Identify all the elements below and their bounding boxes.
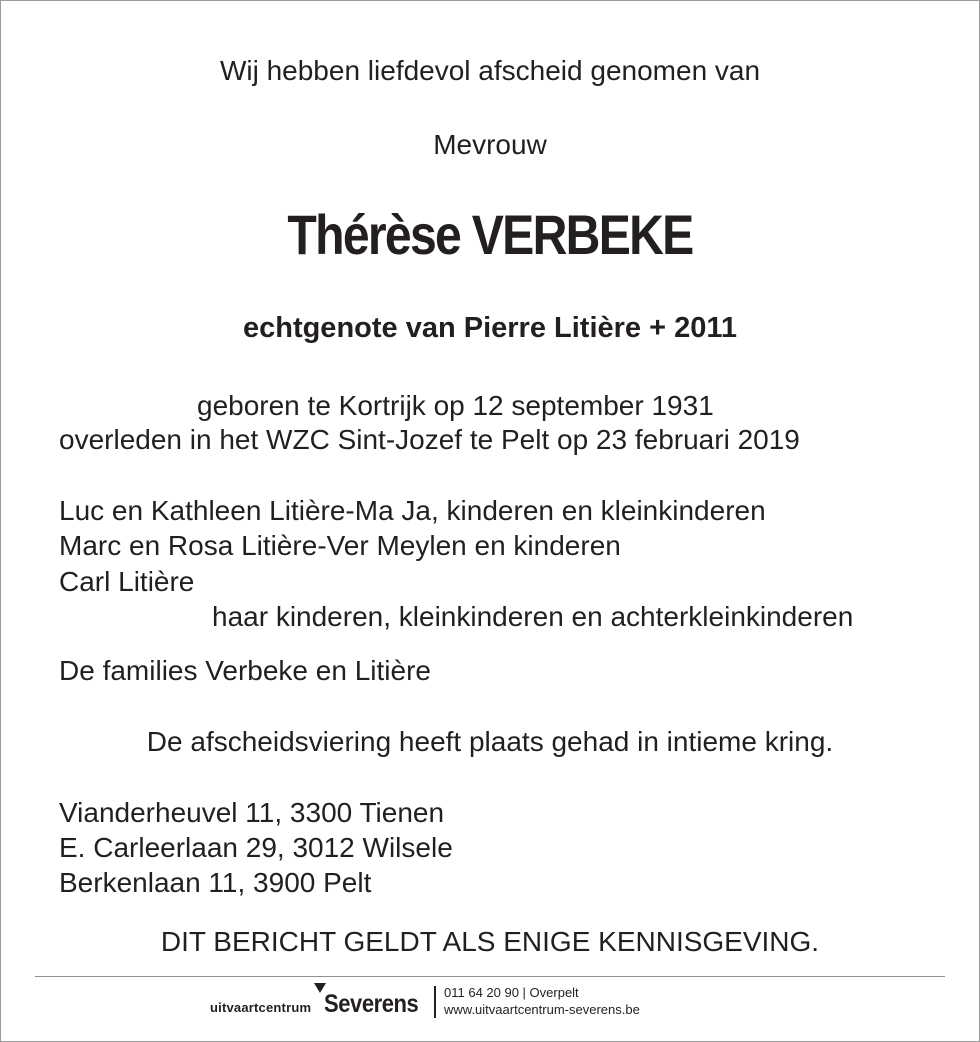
address-line: Vianderheuvel 11, 3300 Tienen (59, 797, 445, 828)
intro-text: Wij hebben liefdevol afscheid genomen van (219, 55, 761, 86)
salutation: Mevrouw (433, 129, 547, 160)
deceased-name: Thérèse VERBEKE (287, 203, 693, 266)
contact-phone: 011 64 20 90 | Overpelt (444, 985, 579, 1000)
family-summary: haar kinderen, kleinkinderen en achterkleinkinderen (212, 601, 854, 632)
logo-separator (434, 986, 436, 1018)
contact-website[interactable]: www.uitvaartcentrum-severens.be (444, 1002, 640, 1017)
ceremony-line: De afscheidsviering heeft plaats gehad in intieme kring. (146, 726, 834, 757)
address-line: E. Carleerlaan 29, 3012 Wilsele (59, 832, 453, 863)
logo-small-text: uitvaartcentrum (210, 1000, 312, 1015)
birth-line: geboren te Kortrijk op 12 september 1931 (197, 390, 714, 421)
family-line: Marc en Rosa Litière-Ver Meylen en kinderen (59, 530, 621, 561)
death-line: overleden in het WZC Sint-Jozef te Pelt op 23 februari 2019 (59, 424, 800, 455)
family-line: Carl Litière (59, 566, 195, 597)
spouse-line: echtgenote van Pierre Litière + 2011 (242, 312, 738, 344)
closing-notice: DIT BERICHT GELDT ALS ENIGE KENNISGEVING. (160, 926, 820, 957)
logo-brand-text: Severens (324, 990, 419, 1018)
family-line: Luc en Kathleen Litière-Ma Ja, kinderen en kleinkinderen (59, 495, 766, 526)
address-line: Berkenlaan 11, 3900 Pelt (59, 867, 372, 898)
families-line: De families Verbeke en Litière (59, 655, 431, 686)
footer-divider (35, 976, 945, 977)
